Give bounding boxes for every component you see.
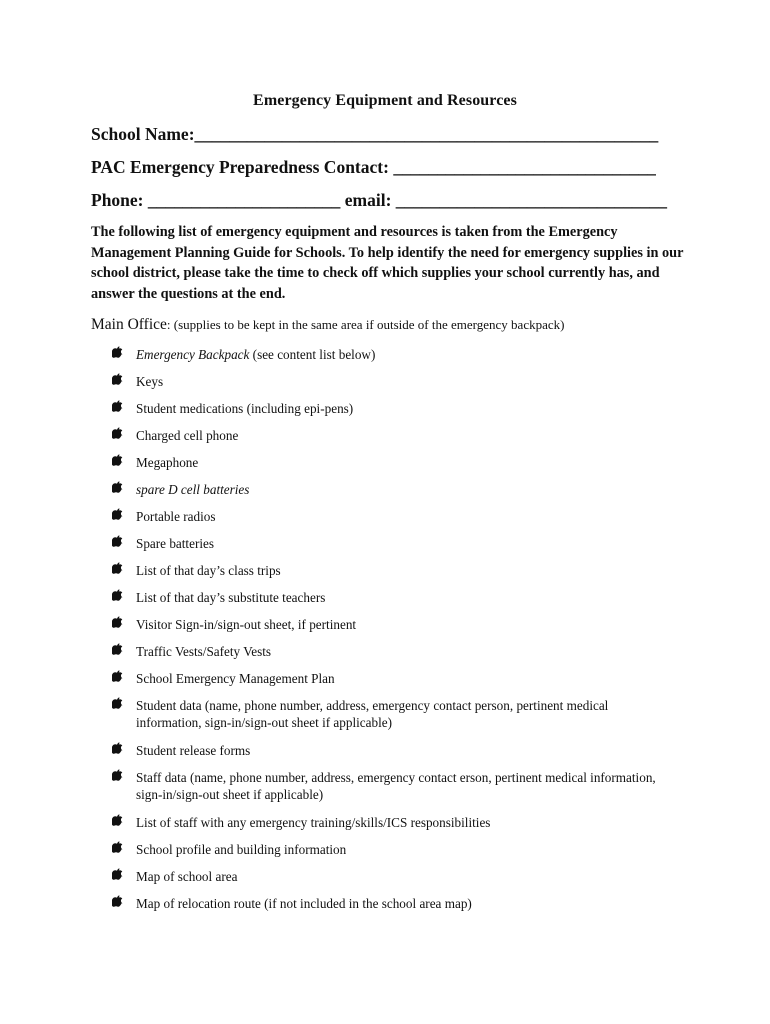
apple-bullet-icon <box>112 481 126 493</box>
list-item-text <box>136 535 656 552</box>
list-item-plain-text: Traffic Vests/Safety Vests <box>136 644 272 659</box>
list-item-text <box>136 427 656 444</box>
list-item-text <box>136 814 656 831</box>
apple-bullet-icon <box>112 346 126 358</box>
apple-bullet-icon <box>112 616 126 628</box>
list-item-plain-text: Visitor Sign-in/sign-out sheet, if pertinent <box>136 617 357 632</box>
apple-bullet-icon <box>112 562 126 574</box>
list-item-text <box>136 643 656 660</box>
list-item-text <box>136 895 656 912</box>
list-item-text <box>136 868 656 885</box>
list-item-plain-text: Map of school area <box>136 869 238 884</box>
list-item-text <box>136 697 656 731</box>
apple-bullet-icon <box>112 400 126 412</box>
list-item-plain-text: (see content list below) <box>249 347 376 362</box>
email-blank: _______________________________ <box>395 190 668 210</box>
school-name-field <box>91 124 658 145</box>
apple-bullet-icon <box>112 670 126 682</box>
pac-contact-blank: ______________________________ <box>393 157 656 177</box>
list-item-plain-text: Portable radios <box>136 509 216 524</box>
list-item-text <box>136 769 656 803</box>
apple-bullet-icon <box>112 427 126 439</box>
list-item-plain-text: School profile and building information <box>136 842 347 857</box>
list-item-text <box>136 589 656 606</box>
phone-email-field <box>91 190 667 211</box>
apple-bullet-icon <box>112 643 126 655</box>
list-item-text <box>136 508 656 525</box>
list-item-text <box>136 670 656 687</box>
apple-bullet-icon <box>112 454 126 466</box>
list-item-text <box>136 400 656 417</box>
list-item-text <box>136 481 656 498</box>
intro-paragraph: The following list of emergency equipment and resources is taken from the Emergency Management Planning Guide for Schools. To help identify the need for emergency supplies in our school district, please take the time to check off which supplies your school currently has, and answer the questions at the end. <box>91 224 684 303</box>
list-item-italic-text: spare D cell batteries <box>136 482 250 497</box>
list-item-plain-text: Student release forms <box>136 743 251 758</box>
list-item-text <box>136 562 656 579</box>
list-item-plain-text: Megaphone <box>136 455 199 470</box>
list-item-text <box>136 742 656 759</box>
main-office-label: Main Office <box>91 316 167 333</box>
list-item-plain-text: Student data (name, phone number, address, emergency contact person, pertinent medical information, sign-in/sign-out sheet if applicable) <box>136 698 609 730</box>
apple-bullet-icon <box>112 814 126 826</box>
list-item-plain-text: Spare batteries <box>136 536 214 551</box>
list-item-plain-text: Staff data (name, phone number, address, emergency contact erson, pertinent medical information, sign-in/sign-out sheet if applicable) <box>136 770 656 802</box>
list-item-plain-text: Map of relocation route (if not included in the school area map) <box>136 896 472 911</box>
school-name-label: School Name: <box>91 124 195 144</box>
list-item-plain-text: List of staff with any emergency training/skills/ICS responsibilities <box>136 815 491 830</box>
apple-bullet-icon <box>112 535 126 547</box>
apple-bullet-icon <box>112 895 126 907</box>
list-item-plain-text: Keys <box>136 374 164 389</box>
pac-contact-field <box>91 157 656 178</box>
apple-bullet-icon <box>112 508 126 520</box>
page-title: Emergency Equipment and Resources <box>253 92 517 109</box>
list-item-plain-text: Charged cell phone <box>136 428 239 443</box>
apple-bullet-icon <box>112 697 126 709</box>
list-item-text <box>136 373 656 390</box>
list-item-text <box>136 454 656 471</box>
apple-bullet-icon <box>112 742 126 754</box>
phone-label: Phone: <box>91 190 144 210</box>
list-item-text <box>136 616 656 633</box>
list-item-plain-text: List of that day’s class trips <box>136 563 281 578</box>
apple-bullet-icon <box>112 373 126 385</box>
email-label: email: <box>344 190 392 210</box>
school-name-blank: _____________________________________________________ <box>194 124 659 144</box>
apple-bullet-icon <box>112 841 126 853</box>
list-item-plain-text: List of that day’s substitute teachers <box>136 590 326 605</box>
main-office-note: : (supplies to be kept in the same area if outside of the emergency backpack) <box>166 317 565 332</box>
phone-blank: ______________________ <box>147 190 341 210</box>
apple-bullet-icon <box>112 589 126 601</box>
list-item-text <box>136 841 656 858</box>
list-item-plain-text: Student medications (including epi-pens) <box>136 401 354 416</box>
apple-bullet-icon <box>112 769 126 781</box>
main-office-heading <box>91 316 564 334</box>
apple-bullet-icon <box>112 868 126 880</box>
pac-contact-label: PAC Emergency Preparedness Contact: <box>91 157 389 177</box>
list-item-plain-text: School Emergency Management Plan <box>136 671 335 686</box>
list-item-text <box>136 346 656 363</box>
list-item-italic-text: Emergency Backpack <box>136 347 250 362</box>
